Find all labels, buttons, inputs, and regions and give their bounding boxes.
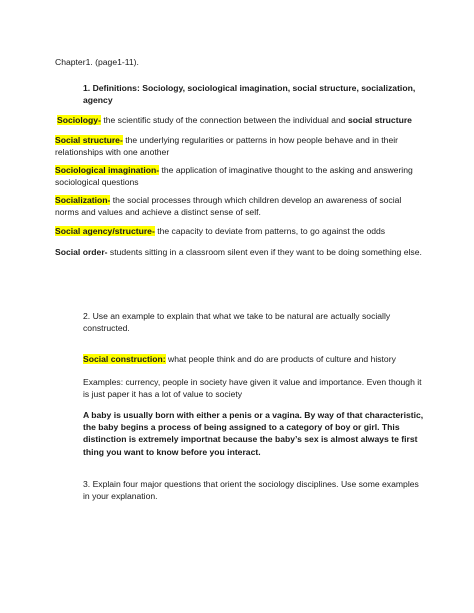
question-1-text: Definitions: Sociology, sociological imagination, social structure, socialization, agency [83, 83, 416, 106]
question-3-number: 3. [83, 479, 91, 489]
term-social-structure: Social structure- [55, 135, 123, 145]
question-1-number: 1. [83, 83, 91, 93]
definition-socialization [55, 194, 425, 218]
question-2 [83, 310, 425, 334]
examples-paragraph: Examples: currency, people in society have given it value and importance. Even though it is just paper it has a lot of value to society [83, 377, 422, 400]
definition-social-structure [55, 134, 425, 158]
term-sociological-imagination: Sociological imagination- [55, 165, 160, 175]
definition-socialization-text: the social processes through which children develop an awareness of social norms and values and achieve a distinct sense of self. [55, 195, 402, 218]
question-3-text: Explain four major questions that orient the sociology disciplines. Use some examples in your explanation. [83, 479, 419, 502]
definition-sociology [57, 114, 425, 126]
baby-paragraph: A baby is usually born with either a penis or a vagina. By way of that characteristic, the baby begins a process of being assigned to a category of boy or girl. This distinction is extremely importnat because the baby’s sex is almost always te first thing you want to know before you interact. [83, 410, 424, 457]
question-2-text: Use an example to explain that what we take to be natural are actually socially constructed. [83, 311, 391, 334]
definition-sociology-bold: social structure [347, 115, 412, 125]
social-construction-text: what people think and do are products of culture and history [165, 354, 396, 364]
definition-sociology-text: the scientific study of the connection between the individual and [100, 115, 348, 125]
definition-social-agency [55, 225, 425, 237]
term-sociology: Sociology- [57, 115, 101, 125]
definition-social-order-text: students sitting in a classroom silent even if they want to be doing something else. [107, 247, 422, 257]
question-2-number: 2. [83, 311, 91, 321]
definition-sociological-imagination [55, 164, 425, 188]
definition-social-structure-text: the underlying regularities or patterns in how people behave and in their relationships with one another [55, 135, 399, 158]
definition-sociological-imagination-text: the application of imaginative thought to the asking and answering sociological questions [55, 165, 413, 188]
term-social-agency: Social agency/structure- [55, 226, 155, 236]
chapter-header: Chapter1. (page1-11). [55, 57, 139, 67]
definition-social-agency-text: the capacity to deviate from patterns, to go against the odds [154, 226, 386, 236]
term-social-order: Social order- [55, 247, 108, 257]
question-1 [83, 82, 425, 106]
term-social-construction: Social construction: [83, 354, 166, 364]
definition-social-order [55, 246, 425, 258]
term-socialization: Socialization- [55, 195, 111, 205]
question-3 [83, 478, 425, 502]
social-construction [83, 353, 425, 365]
